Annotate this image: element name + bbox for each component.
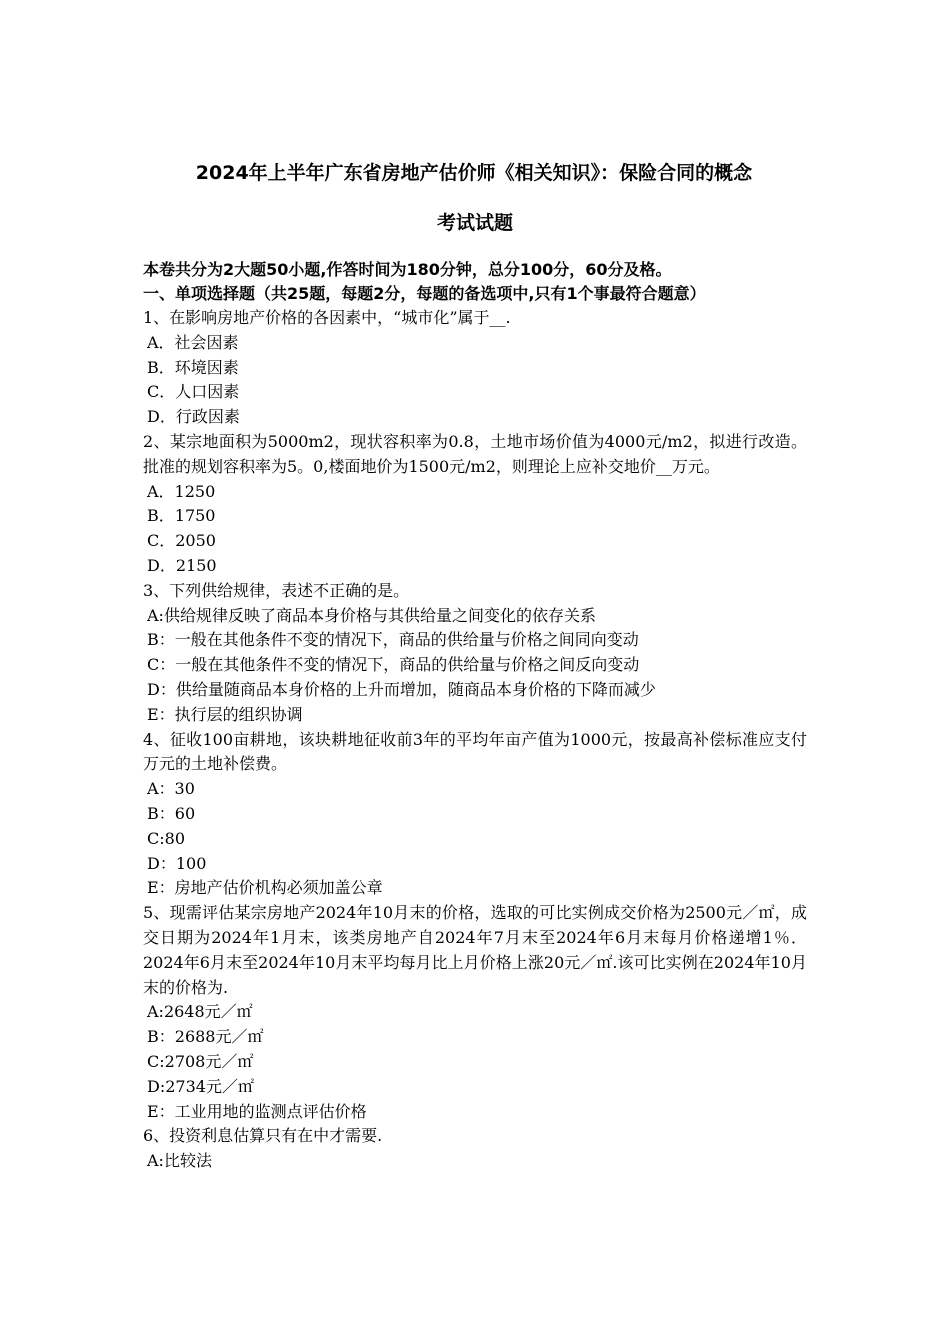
answer-option: C:2708元／㎡ <box>147 1051 254 1071</box>
answer-option: C．2050 <box>147 531 216 551</box>
question-block <box>143 579 807 728</box>
exam-intro: 本卷共分为2大题50小题,作答时间为180分钟，总分100分，60分及格。 <box>143 260 672 279</box>
question-block <box>143 306 807 430</box>
answer-option: A．社会因素 <box>147 332 239 352</box>
answer-option: A：30 <box>147 779 195 799</box>
document-title-line-1: 2024年上半年广东省房地产估价师《相关知识》：保险合同的概念 <box>195 162 753 184</box>
question-block <box>143 728 807 902</box>
question-text: 3、下列供给规律，表述不正确的是。 <box>143 580 410 600</box>
answer-option: D．2150 <box>147 555 217 575</box>
answer-option: E：房地产估价机构必须加盖公章 <box>147 878 383 898</box>
answer-option: B：60 <box>147 803 196 823</box>
question-list <box>143 306 807 1174</box>
answer-option: A．1250 <box>147 481 216 501</box>
answer-option: E：执行层的组织协调 <box>147 704 303 724</box>
answer-option: A:2648元／㎡ <box>147 1002 253 1022</box>
answer-option: B．1750 <box>147 506 216 526</box>
question-block <box>143 430 807 579</box>
answer-option: A:比较法 <box>147 1151 212 1171</box>
document-title-line-2: 考试试题 <box>436 212 513 234</box>
answer-option: D：100 <box>147 853 207 873</box>
answer-option: D：供给量随商品本身价格的上升而增加，随商品本身价格的下降而减少 <box>147 679 656 699</box>
answer-option: B：一般在其他条件不变的情况下，商品的供给量与价格之间同向变动 <box>147 630 639 650</box>
answer-option: C：一般在其他条件不变的情况下，商品的供给量与价格之间反向变动 <box>147 655 640 675</box>
answer-option: E：工业用地的监测点评估价格 <box>147 1101 367 1121</box>
question-block <box>143 1124 807 1174</box>
question-block <box>143 901 807 1124</box>
document-content <box>143 148 807 1174</box>
answer-option: C:80 <box>147 828 185 848</box>
question-text: 2、某宗地面积为5000m2，现状容积率为0.8，土地市场价值为4000元/m2，拟进行改造。批准的规划容积率为5。0,楼面地价为1500元/m2，则理论上应补交地价__万元。 <box>143 431 807 476</box>
answer-option: C．人口因素 <box>147 382 240 402</box>
answer-option: B：2688元／㎡ <box>147 1027 264 1047</box>
question-text: 6、投资利息估算只有在中才需要. <box>143 1126 383 1146</box>
question-text: 1、在影响房地产价格的各因素中，“城市化”属于__. <box>143 308 511 327</box>
question-text: 5、现需评估某宗房地产2024年10月末的价格，选取的可比实例成交价格为2500元／㎡，成交日期为2024年1月末，该类房地产自2024年7月末至2024年6月末每月价格递增1％．2024年6月末至2024年10月末平均每月比上月价格上涨20元／㎡.该可比实例在2024年10月末的价格为. <box>143 903 807 997</box>
question-text: 4、征收100亩耕地，该块耕地征收前3年的平均年亩产值为1000元，按最高补偿标准应支付万元的土地补偿费。 <box>143 729 807 774</box>
section-heading: 一、单项选择题（共25题，每题2分，每题的备选项中,只有1个事最符合题意） <box>143 284 706 303</box>
answer-option: B．环境因素 <box>147 357 239 377</box>
answer-option: D:2734元／㎡ <box>147 1076 254 1096</box>
answer-option: A:供给规律反映了商品本身价格与其供给量之间变化的依存关系 <box>147 605 596 625</box>
answer-option: D．行政因素 <box>147 407 240 427</box>
